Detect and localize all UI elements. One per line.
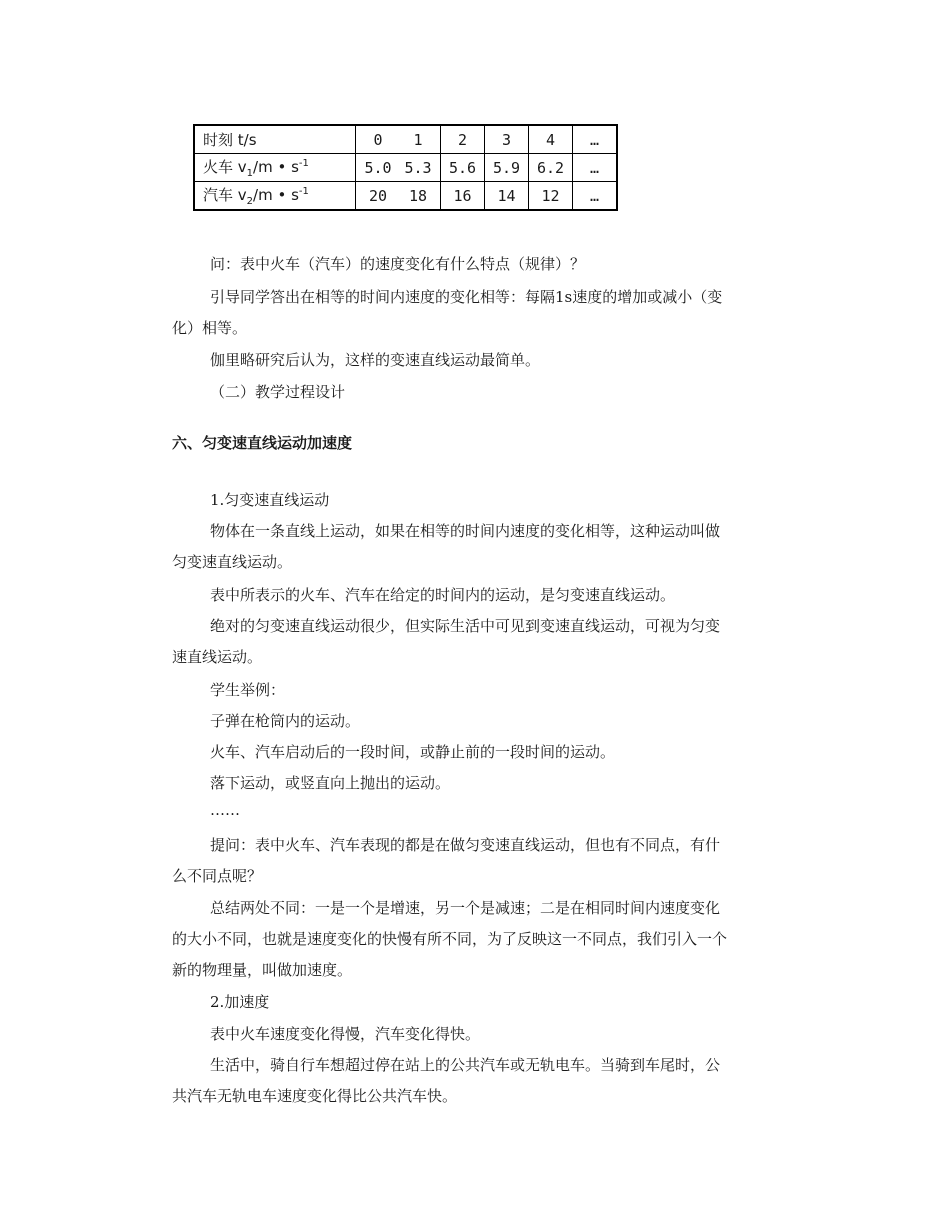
table-cell: … bbox=[573, 154, 618, 182]
paragraph: 落下运动，或竖直向上抛出的运动。 bbox=[210, 774, 451, 792]
paragraph: 提问：表中火车、汽车表现的都是在做匀变速直线运动，但也有不同点，有什 bbox=[210, 836, 721, 854]
paragraph: 物体在一条直线上运动，如果在相等的时间内速度的变化相等，这种运动叫做 bbox=[210, 522, 721, 540]
table-row bbox=[194, 182, 617, 211]
table-cell: 20 18 bbox=[356, 182, 441, 211]
paragraph: 火车、汽车启动后的一段时间，或静止前的一段时间的运动。 bbox=[210, 743, 616, 761]
table-cell: 4 bbox=[529, 125, 573, 154]
table-cell: 16 bbox=[441, 182, 485, 211]
paragraph: 生活中，骑自行车想超过停在站上的公共汽车或无轨电车。当骑到车尾时，公 bbox=[210, 1056, 721, 1074]
table-header-time: 时刻 t/s bbox=[194, 125, 356, 154]
section-title: 六、匀变速直线运动加速度 bbox=[172, 434, 353, 452]
paragraph: 问：表中火车（汽车）的速度变化有什么特点（规律）？ bbox=[210, 255, 586, 273]
paragraph: 化）相等。 bbox=[172, 319, 248, 337]
velocity-table bbox=[193, 124, 618, 211]
table-row-label-car: 汽车 $v_2/m$ • $s^{-1}$ bbox=[194, 182, 356, 211]
paragraph: 的大小不同，也就是速度变化的快慢有所不同，为了反映这一不同点，我们引入一个 bbox=[172, 930, 728, 948]
paragraph: 总结两处不同：一是一个是增速，另一个是减速；二是在相同时间内速度变化 bbox=[210, 899, 721, 917]
table-cell: 14 bbox=[485, 182, 529, 211]
paragraph: 新的物理量，叫做加速度。 bbox=[172, 961, 353, 979]
table-cell: 12 bbox=[529, 182, 573, 211]
table-cell: 5.6 bbox=[441, 154, 485, 182]
table-cell: 5.0 5.3 bbox=[356, 154, 441, 182]
table-cell: … bbox=[573, 182, 618, 211]
table-cell: 5.9 bbox=[485, 154, 529, 182]
paragraph: 绝对的匀变速直线运动很少，但实际生活中可见到变速直线运动，可视为匀变 bbox=[210, 617, 721, 635]
paragraph: 共汽车无轨电车速度变化得比公共汽车快。 bbox=[172, 1087, 458, 1105]
paragraph: 学生举例： bbox=[210, 681, 286, 699]
paragraph: 伽里略研究后认为，这样的变速直线运动最简单。 bbox=[210, 351, 541, 369]
paragraph: 表中火车速度变化得慢，汽车变化得快。 bbox=[210, 1025, 481, 1043]
paragraph: 表中所表示的火车、汽车在给定的时间内的运动，是匀变速直线运动。 bbox=[210, 586, 676, 604]
table-cell: 6.2 bbox=[529, 154, 573, 182]
paragraph: …… bbox=[210, 801, 240, 819]
table-cell: … bbox=[573, 125, 618, 154]
subheading: 2.加速度 bbox=[210, 993, 270, 1011]
table-cell: 0 1 bbox=[356, 125, 441, 154]
table-row bbox=[194, 125, 617, 154]
paragraph: 子弹在枪筒内的运动。 bbox=[210, 712, 361, 730]
paragraph: 匀变速直线运动。 bbox=[172, 553, 293, 571]
subheading: 1.匀变速直线运动 bbox=[210, 491, 330, 509]
table-row-label-train: 火车 $v_1/m$ • $s^{-1}$ bbox=[194, 154, 356, 182]
table-cell: 3 bbox=[485, 125, 529, 154]
paragraph: 速直线运动。 bbox=[172, 648, 263, 666]
paragraph: 么不同点呢？ bbox=[172, 867, 263, 885]
paragraph: （二）教学过程设计 bbox=[210, 383, 346, 401]
table-row bbox=[194, 154, 617, 182]
paragraph: 引导同学答出在相等的时间内速度的变化相等：每隔1s速度的增加或减小（变 bbox=[210, 288, 723, 306]
table-cell: 2 bbox=[441, 125, 485, 154]
